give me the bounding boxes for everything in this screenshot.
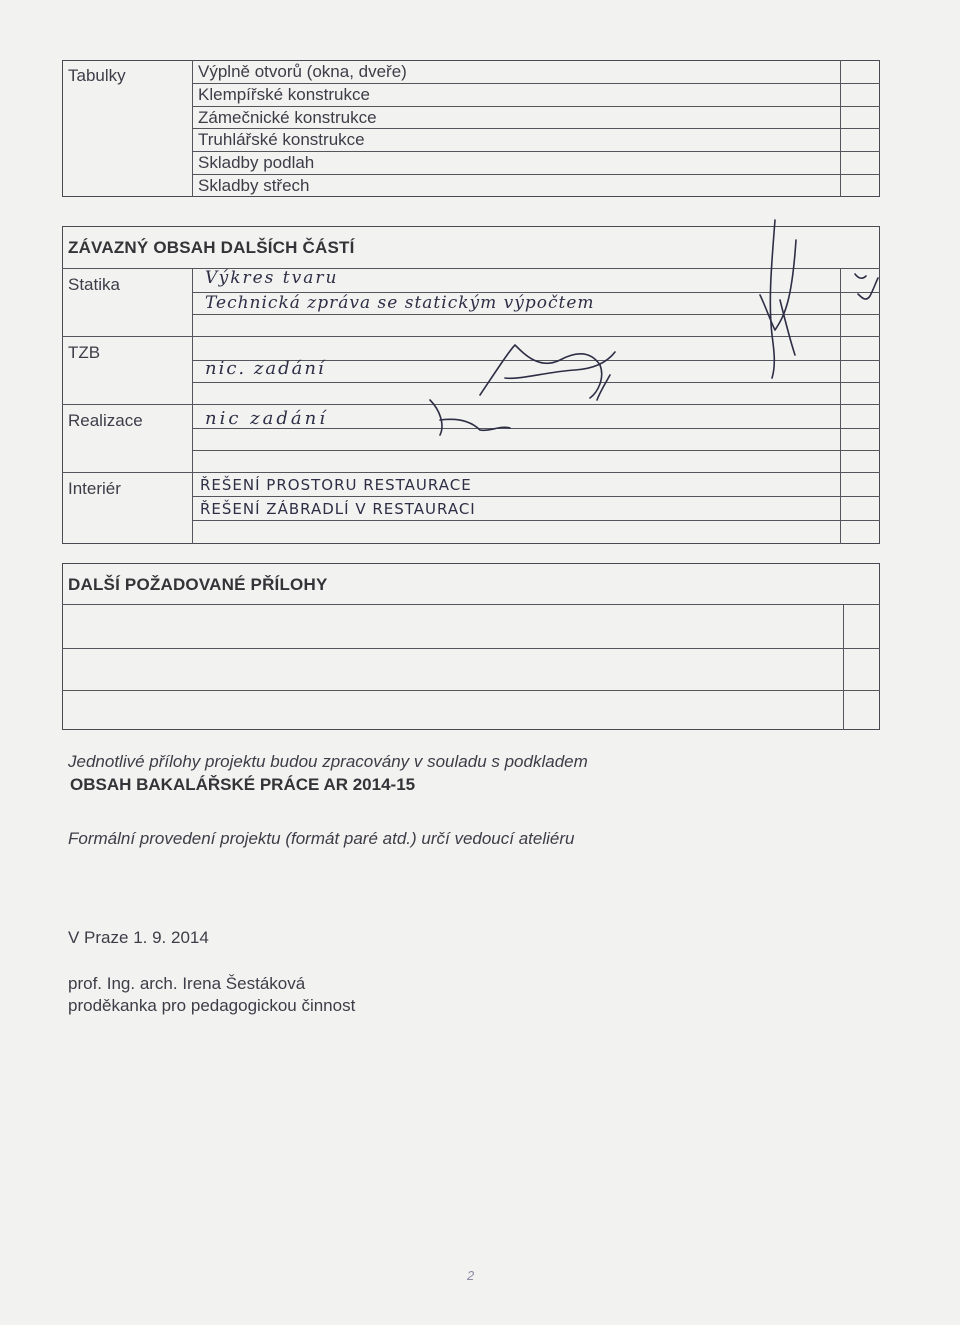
statika-handwriting-1: Výkres tvaru: [205, 268, 339, 288]
interier-handwriting-1: ŘEŠENÍ PROSTORU RESTAURACE: [200, 476, 472, 494]
interier-label: Interiér: [68, 479, 121, 498]
statika-handwriting-2: Technická zpráva se statickým výpočtem: [205, 293, 595, 313]
body-format-note: Formální provedení projektu (formát paré atd.) určí vedoucí ateliéru: [68, 829, 575, 848]
body-note: Jednotlivé přílohy projektu budou zpracovány v souladu s podkladem: [68, 752, 588, 771]
tzb-label: TZB: [68, 343, 101, 362]
statika-label: Statika: [68, 275, 120, 294]
realizace-handwriting: nic zadání: [205, 408, 328, 429]
tabulky-row: Výplně otvorů (okna, dveře): [198, 62, 407, 81]
interier-handwriting-2: ŘEŠENÍ ZÁBRADLÍ V RESTAURACI: [200, 500, 476, 518]
tabulky-row: Truhlářské konstrukce: [198, 130, 365, 149]
prilohy-title: DALŠÍ POŽADOVANÉ PŘÍLOHY: [68, 575, 328, 594]
tabulky-label: Tabulky: [68, 66, 126, 85]
page-number: 2: [467, 1268, 475, 1283]
signatory-name: prof. Ing. arch. Irena Šestáková: [68, 974, 306, 993]
tabulky-row: Zámečnické konstrukce: [198, 108, 377, 127]
zavazny-title: ZÁVAZNÝ OBSAH DALŠÍCH ČÁSTÍ: [68, 238, 355, 257]
tabulky-row: Klempířské konstrukce: [198, 85, 370, 104]
signatory-role: proděkanka pro pedagogickou činnost: [68, 996, 356, 1015]
tabulky-row: Skladby střech: [198, 176, 310, 195]
tzb-handwriting: nic. zadání: [205, 358, 326, 379]
body-reference: OBSAH BAKALÁŘSKÉ PRÁCE AR 2014-15: [70, 775, 416, 794]
realizace-label: Realizace: [68, 411, 143, 430]
tabulky-row: Skladby podlah: [198, 153, 315, 172]
date-line: V Praze 1. 9. 2014: [68, 928, 209, 947]
